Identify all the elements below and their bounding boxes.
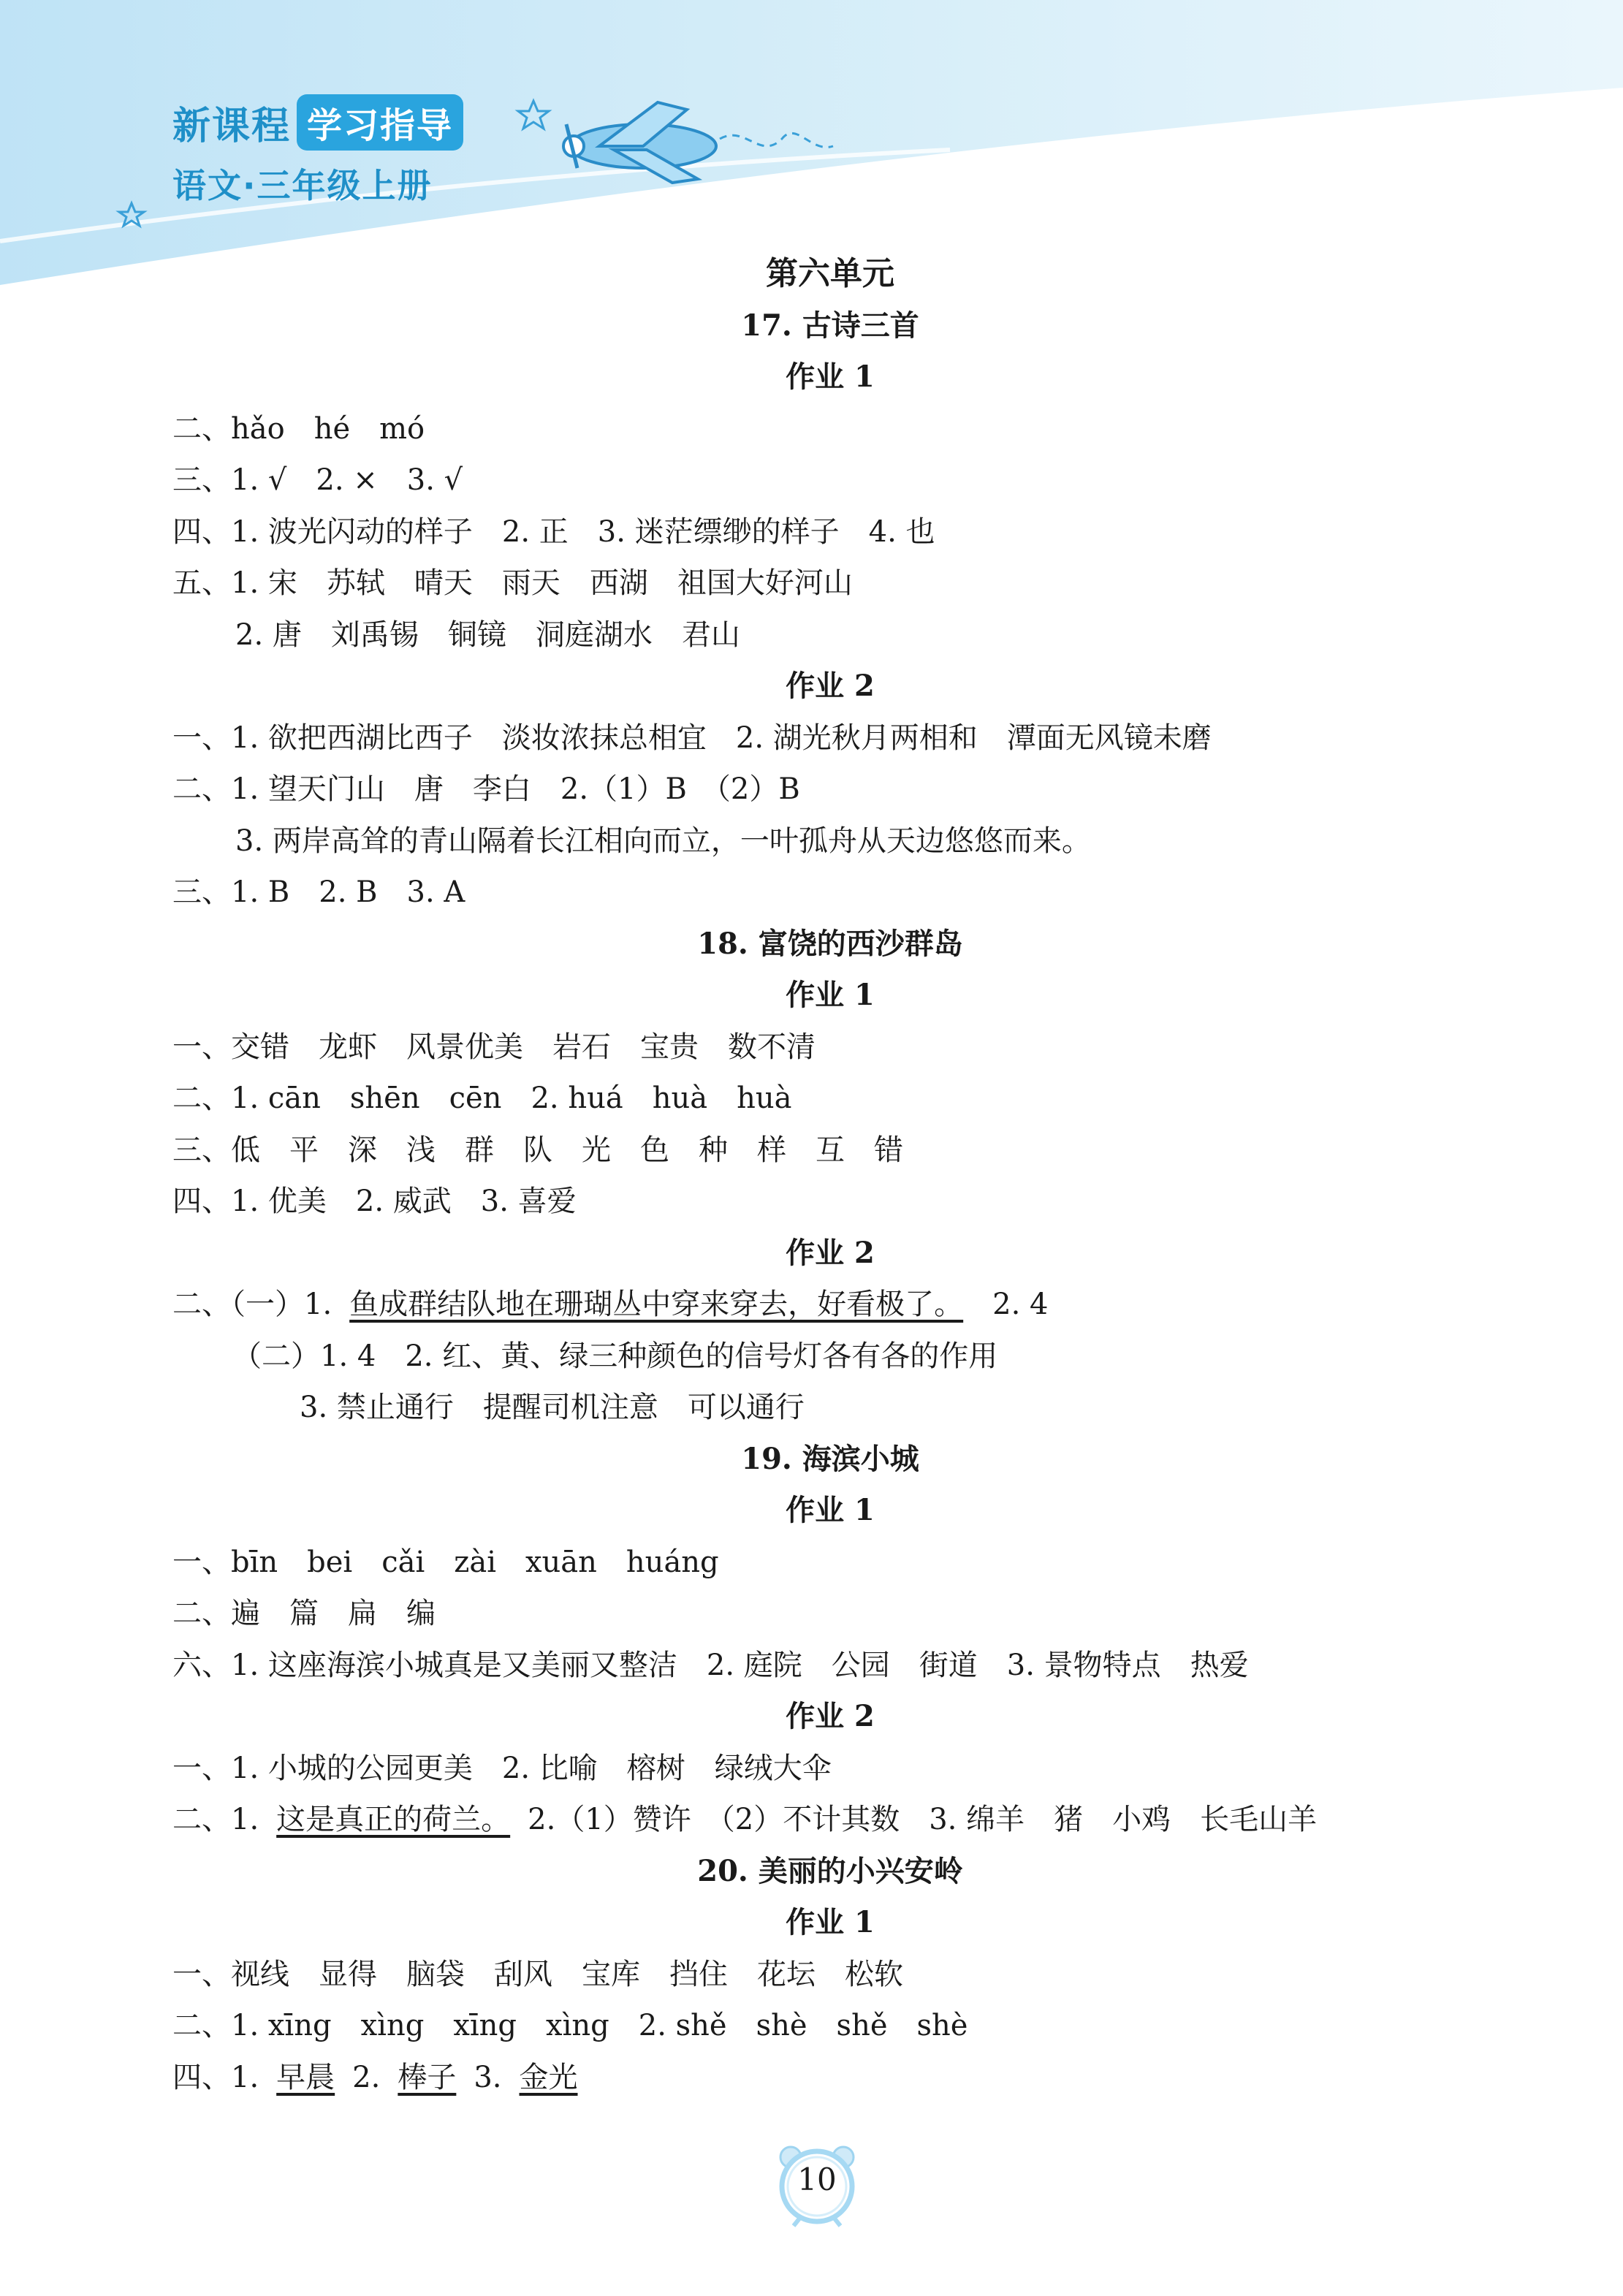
lesson-title: 17. 古诗三首 (741, 308, 919, 343)
answer-line: 3. 两岸高耸的青山隔着长江相向而立，一叶孤舟从天边悠悠而来。 (235, 824, 1091, 858)
assignment-label: 作业 2 (786, 1699, 875, 1733)
underlined-answer: 棒子 (398, 2060, 457, 2094)
answer-content (172, 248, 1488, 2103)
lesson-title: 20. 美丽的小兴安岭 (697, 1853, 963, 1888)
answer-line: 三、1. B 2. B 3. A (172, 875, 465, 909)
answer-line (172, 1279, 1488, 1331)
answer-line: 四、1. 优美 2. 威武 3. 喜爱 (172, 1185, 577, 1218)
assignment-label: 作业 2 (786, 669, 875, 703)
underlined-answer: 金光 (519, 2060, 578, 2094)
page-number: 10 (797, 2162, 837, 2197)
answer-line: 一、交错 龙虾 风景优美 岩石 宝贵 数不清 (172, 1030, 816, 1064)
answer-line: 3. 禁止通行 提醒司机注意 可以通行 (300, 1391, 805, 1424)
unit-title: 第六单元 (766, 255, 894, 292)
page-number-badge (773, 2141, 861, 2229)
answer-line: 六、1. 这座海滨小城真是又美丽又整洁 2. 庭院 公园 街道 3. 景物特点 热爱 (172, 1648, 1249, 1682)
assignment-label: 作业 1 (786, 360, 875, 394)
underlined-answer: 这是真正的荷兰。 (276, 1803, 511, 1836)
assignment-label: 作业 1 (786, 1905, 875, 1939)
answer-number: 2. (352, 2060, 381, 2094)
answer-line: 一、1. 小城的公园更美 2. 比喻 榕树 绿绒大伞 (172, 1751, 832, 1785)
answer-line: 四、1. 波光闪动的样子 2. 正 3. 迷茫缥缈的样子 4. 也 (172, 514, 935, 549)
underlined-answer: 早晨 (276, 2060, 335, 2094)
lesson-title: 18. 富饶的西沙群岛 (697, 926, 963, 961)
answer-suffix: 2.（1）赞许 （2）不计其数 3. 绵羊 猪 小鸡 长毛山羊 (528, 1803, 1318, 1836)
brand-logo (172, 95, 463, 208)
brand-badge: 学习指导 (297, 94, 463, 151)
answer-number: 3. (474, 2060, 502, 2094)
answer-suffix: 2. 4 (992, 1288, 1049, 1321)
answer-prefix: 四、1. (172, 2060, 259, 2094)
underlined-answer: 鱼成群结队地在珊瑚丛中穿来穿去，好看极了。 (349, 1288, 964, 1321)
answer-line: 五、1. 宋 苏轼 晴天 雨天 西湖 祖国大好河山 (172, 566, 853, 600)
answer-line: （二）1. 4 2. 红、黄、绿三种颜色的信号灯各有各的作用 (232, 1339, 998, 1373)
book-subtitle: 语文·三年级上册 (172, 166, 433, 205)
assignment-label: 作业 1 (786, 978, 875, 1012)
answer-line: 一、视线 显得 脑袋 刮风 宝库 挡住 花坛 松软 (172, 1957, 903, 1991)
answer-line (172, 1794, 1488, 1846)
answer-line (172, 2052, 1488, 2104)
answer-line: 三、1. √ 2. × 3. √ (172, 463, 463, 497)
answer-line: 二、1. xīng xìng xīng xìng 2. shě shè shě shè (172, 2009, 968, 2042)
answer-line: 二、hǎo hé mó (172, 411, 425, 446)
answer-line: 三、低 平 深 浅 群 队 光 色 种 样 互 错 (172, 1133, 903, 1167)
answer-line: 2. 唐 刘禹锡 铜镜 洞庭湖水 君山 (235, 617, 740, 652)
assignment-label: 作业 2 (786, 1235, 875, 1270)
answer-line: 二、遍 篇 扁 编 (172, 1597, 436, 1630)
answer-prefix: 二、（一）1. (172, 1288, 332, 1321)
answer-line: 二、1. cān shēn cēn 2. huá huà huà (172, 1082, 792, 1115)
answer-line: 二、1. 望天门山 唐 李白 2.（1）B （2）B (172, 772, 800, 806)
answer-line: 一、1. 欲把西湖比西子 淡妆浓抹总相宜 2. 湖光秋月两相和 潭面无风镜未磨 (172, 721, 1212, 755)
brand-title: 新课程 (172, 104, 292, 148)
lesson-title: 19. 海滨小城 (741, 1441, 919, 1476)
answer-line: 一、bīn bei cǎi zài xuān huáng (172, 1545, 719, 1579)
assignment-label: 作业 1 (786, 1493, 875, 1527)
answer-prefix: 二、1. (172, 1803, 259, 1836)
